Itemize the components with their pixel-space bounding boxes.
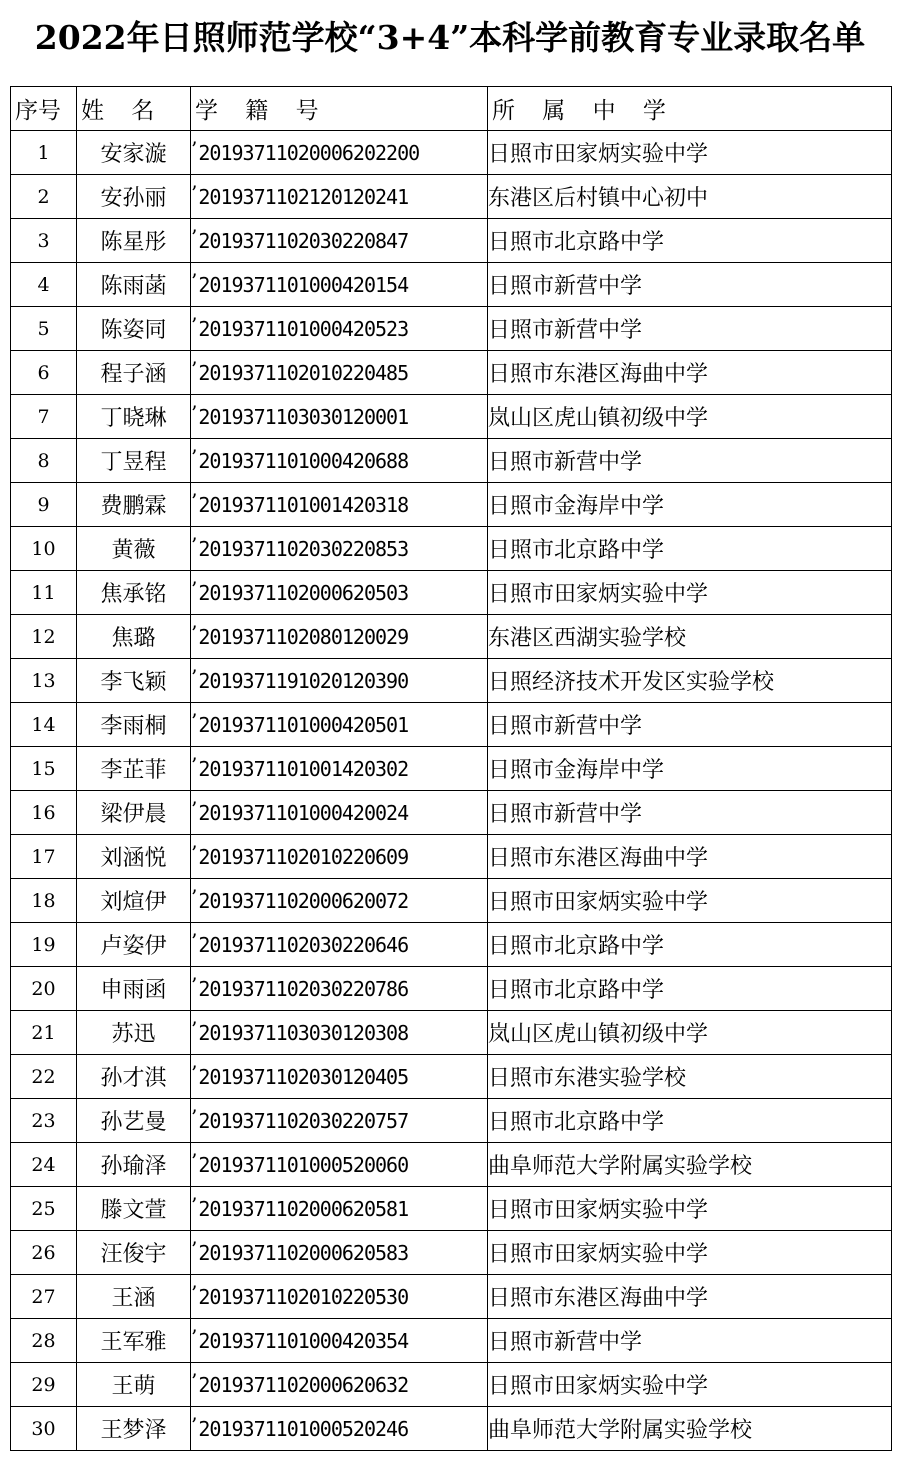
serial-number-cell: 19 [11,923,77,967]
header-school: 所 属 中 学 [488,87,892,131]
student-id-value: 2019371103030120308 [198,1020,409,1045]
text-prefix-apostrophe: ’ [191,1016,197,1041]
text-prefix-apostrophe: ’ [191,576,197,601]
student-name-cell: 程子涵 [77,351,191,395]
serial-number-cell: 1 [11,131,77,175]
school-cell: 日照市新营中学 [488,263,892,307]
text-prefix-apostrophe: ’ [191,224,197,249]
school-cell: 日照市新营中学 [488,703,892,747]
serial-number-cell: 21 [11,1011,77,1055]
student-id-cell [191,1055,488,1099]
serial-number-cell: 13 [11,659,77,703]
text-prefix-apostrophe: ’ [191,1280,197,1305]
student-name-cell: 滕文萱 [77,1187,191,1231]
header-serial-number: 序号 [11,87,77,131]
table-row [11,703,892,747]
student-name-cell: 王梦泽 [77,1407,191,1451]
table-header-row [11,87,892,131]
table-row [11,791,892,835]
student-id-cell [191,1407,488,1451]
table-row [11,1363,892,1407]
student-id-cell [191,791,488,835]
student-id-cell [191,263,488,307]
table-row [11,835,892,879]
student-id-value: 2019371102000620632 [198,1372,409,1397]
header-name: 姓 名 [77,87,191,131]
school-cell: 日照市北京路中学 [488,923,892,967]
text-prefix-apostrophe: ’ [191,268,197,293]
table-row [11,131,892,175]
student-id-cell [191,131,488,175]
student-name-cell: 梁伊晨 [77,791,191,835]
school-cell: 日照市田家炳实验中学 [488,571,892,615]
student-name-cell: 刘煊伊 [77,879,191,923]
text-prefix-apostrophe: ’ [191,136,197,161]
student-name-cell: 李飞颖 [77,659,191,703]
student-id-cell [191,351,488,395]
serial-number-cell: 10 [11,527,77,571]
table-row [11,175,892,219]
student-id-value: 2019371102080120029 [198,624,409,649]
school-cell: 日照市田家炳实验中学 [488,1187,892,1231]
student-name-cell: 费鹏霖 [77,483,191,527]
text-prefix-apostrophe: ’ [191,1148,197,1173]
student-id-cell [191,615,488,659]
text-prefix-apostrophe: ’ [191,312,197,337]
student-id-value: 2019371102030220853 [198,536,409,561]
student-id-cell [191,395,488,439]
student-name-cell: 丁昱程 [77,439,191,483]
student-name-cell: 焦璐 [77,615,191,659]
student-id-cell [191,747,488,791]
serial-number-cell: 9 [11,483,77,527]
serial-number-cell: 18 [11,879,77,923]
serial-number-cell: 27 [11,1275,77,1319]
student-name-cell: 卢姿伊 [77,923,191,967]
student-name-cell: 陈雨菡 [77,263,191,307]
student-id-cell [191,1187,488,1231]
table-row [11,1187,892,1231]
student-id-cell [191,307,488,351]
student-name-cell: 汪俊宇 [77,1231,191,1275]
serial-number-cell: 29 [11,1363,77,1407]
serial-number-cell: 17 [11,835,77,879]
table-row [11,395,892,439]
student-id-cell [191,703,488,747]
student-id-cell [191,175,488,219]
student-id-value: 2019371101000420154 [198,272,409,297]
student-id-value: 2019371102010220485 [198,360,409,385]
student-id-value: 2019371102030120405 [198,1064,409,1089]
header-student-id: 学 籍 号 [191,87,488,131]
student-id-value: 2019371102120120241 [198,184,409,209]
school-cell: 日照市北京路中学 [488,219,892,263]
student-name-cell: 陈姿同 [77,307,191,351]
table-row [11,351,892,395]
serial-number-cell: 3 [11,219,77,263]
student-id-cell [191,1011,488,1055]
student-name-cell: 陈星彤 [77,219,191,263]
school-cell: 日照市新营中学 [488,307,892,351]
serial-number-cell: 20 [11,967,77,1011]
table-body [11,131,892,1451]
student-id-cell [191,219,488,263]
table-row [11,483,892,527]
student-name-cell: 安家漩 [77,131,191,175]
table-row [11,1231,892,1275]
school-cell: 日照市金海岸中学 [488,747,892,791]
school-cell: 日照市金海岸中学 [488,483,892,527]
text-prefix-apostrophe: ’ [191,180,197,205]
text-prefix-apostrophe: ’ [191,356,197,381]
serial-number-cell: 23 [11,1099,77,1143]
school-cell: 日照市北京路中学 [488,527,892,571]
student-name-cell: 刘涵悦 [77,835,191,879]
table-row [11,879,892,923]
text-prefix-apostrophe: ’ [191,972,197,997]
text-prefix-apostrophe: ’ [191,1060,197,1085]
serial-number-cell: 2 [11,175,77,219]
school-cell: 日照市北京路中学 [488,967,892,1011]
table-row [11,1143,892,1187]
table-row [11,1011,892,1055]
table-row [11,439,892,483]
student-id-value: 2019371101000420354 [198,1328,409,1353]
text-prefix-apostrophe: ’ [191,840,197,865]
school-cell: 东港区后村镇中心初中 [488,175,892,219]
student-id-value: 2019371102010220609 [198,844,409,869]
student-id-cell [191,1231,488,1275]
student-name-cell: 孙才淇 [77,1055,191,1099]
text-prefix-apostrophe: ’ [191,664,197,689]
student-name-cell: 孙艺曼 [77,1099,191,1143]
table-row [11,219,892,263]
student-id-value: 2019371191020120390 [198,668,409,693]
school-cell: 日照市田家炳实验中学 [488,1231,892,1275]
serial-number-cell: 4 [11,263,77,307]
text-prefix-apostrophe: ’ [191,532,197,557]
serial-number-cell: 30 [11,1407,77,1451]
student-id-value: 2019371102030220646 [198,932,409,957]
student-id-value: 2019371102030220757 [198,1108,409,1133]
student-id-value: 2019371102030220786 [198,976,409,1001]
student-id-cell [191,483,488,527]
serial-number-cell: 7 [11,395,77,439]
text-prefix-apostrophe: ’ [191,1104,197,1129]
student-id-value: 2019371101000420501 [198,712,409,737]
student-id-cell [191,1275,488,1319]
serial-number-cell: 5 [11,307,77,351]
page-title: 2022年日照师范学校“3+4”本科学前教育专业录取名单 [34,18,866,57]
table-row [11,615,892,659]
text-prefix-apostrophe: ’ [191,796,197,821]
text-prefix-apostrophe: ’ [191,1412,197,1437]
student-id-value: 2019371101000520060 [198,1152,409,1177]
school-cell: 日照市新营中学 [488,1319,892,1363]
table-row [11,527,892,571]
table-row [11,263,892,307]
school-cell: 日照市东港区海曲中学 [488,351,892,395]
serial-number-cell: 28 [11,1319,77,1363]
student-id-value: 2019371101000420024 [198,800,409,825]
table-row [11,1055,892,1099]
school-cell: 日照经济技术开发区实验学校 [488,659,892,703]
school-cell: 岚山区虎山镇初级中学 [488,1011,892,1055]
table-row [11,1099,892,1143]
student-id-value: 2019371102000620581 [198,1196,409,1221]
school-cell: 日照市田家炳实验中学 [488,131,892,175]
student-id-value: 2019371102000620503 [198,580,409,605]
student-name-cell: 王萌 [77,1363,191,1407]
student-name-cell: 苏迅 [77,1011,191,1055]
student-name-cell: 王军雅 [77,1319,191,1363]
school-cell: 日照市田家炳实验中学 [488,879,892,923]
student-name-cell: 王涵 [77,1275,191,1319]
table-row [11,1319,892,1363]
table-row [11,1275,892,1319]
serial-number-cell: 12 [11,615,77,659]
student-id-cell [191,967,488,1011]
serial-number-cell: 22 [11,1055,77,1099]
school-cell: 日照市东港区海曲中学 [488,1275,892,1319]
school-cell: 日照市新营中学 [488,439,892,483]
student-id-cell [191,659,488,703]
student-name-cell: 李雨桐 [77,703,191,747]
school-cell: 日照市东港实验学校 [488,1055,892,1099]
table-row [11,307,892,351]
student-name-cell: 丁晓琳 [77,395,191,439]
serial-number-cell: 11 [11,571,77,615]
school-cell: 日照市田家炳实验中学 [488,1363,892,1407]
admission-list-table [10,86,892,1451]
school-cell: 日照市东港区海曲中学 [488,835,892,879]
student-name-cell: 焦承铭 [77,571,191,615]
student-name-cell: 申雨函 [77,967,191,1011]
school-cell: 东港区西湖实验学校 [488,615,892,659]
student-id-value: 2019371102000620072 [198,888,409,913]
school-cell: 曲阜师范大学附属实验学校 [488,1143,892,1187]
table-row [11,747,892,791]
student-id-cell [191,835,488,879]
serial-number-cell: 26 [11,1231,77,1275]
student-id-cell [191,1363,488,1407]
serial-number-cell: 8 [11,439,77,483]
school-cell: 日照市北京路中学 [488,1099,892,1143]
text-prefix-apostrophe: ’ [191,884,197,909]
student-id-value: 2019371102000620583 [198,1240,409,1265]
text-prefix-apostrophe: ’ [191,1192,197,1217]
serial-number-cell: 25 [11,1187,77,1231]
table-row [11,659,892,703]
text-prefix-apostrophe: ’ [191,708,197,733]
student-id-cell [191,1143,488,1187]
student-id-cell [191,571,488,615]
school-cell: 日照市新营中学 [488,791,892,835]
student-id-value: 2019371102030220847 [198,228,409,253]
school-cell: 岚山区虎山镇初级中学 [488,395,892,439]
student-id-value: 2019371101000420688 [198,448,409,473]
text-prefix-apostrophe: ’ [191,752,197,777]
student-id-cell [191,923,488,967]
student-id-value: 2019371102010220530 [198,1284,409,1309]
text-prefix-apostrophe: ’ [191,488,197,513]
student-id-cell [191,439,488,483]
serial-number-cell: 15 [11,747,77,791]
student-id-value: 2019371101000420523 [198,316,409,341]
serial-number-cell: 24 [11,1143,77,1187]
student-name-cell: 孙瑜泽 [77,1143,191,1187]
serial-number-cell: 6 [11,351,77,395]
table-row [11,571,892,615]
text-prefix-apostrophe: ’ [191,1324,197,1349]
student-id-value: 2019371103030120001 [198,404,409,429]
serial-number-cell: 16 [11,791,77,835]
table-row [11,923,892,967]
student-name-cell: 李芷菲 [77,747,191,791]
table-row [11,1407,892,1451]
text-prefix-apostrophe: ’ [191,444,197,469]
school-cell: 曲阜师范大学附属实验学校 [488,1407,892,1451]
student-id-cell [191,879,488,923]
text-prefix-apostrophe: ’ [191,1368,197,1393]
student-id-cell [191,1099,488,1143]
student-id-cell [191,527,488,571]
student-id-value: 20193711020006202200 [198,140,420,165]
student-id-value: 2019371101001420302 [198,756,409,781]
table-row [11,967,892,1011]
serial-number-cell: 14 [11,703,77,747]
text-prefix-apostrophe: ’ [191,620,197,645]
student-name-cell: 黄薇 [77,527,191,571]
text-prefix-apostrophe: ’ [191,928,197,953]
student-name-cell: 安孙丽 [77,175,191,219]
student-id-cell [191,1319,488,1363]
text-prefix-apostrophe: ’ [191,400,197,425]
text-prefix-apostrophe: ’ [191,1236,197,1261]
student-id-value: 2019371101001420318 [198,492,409,517]
student-id-value: 2019371101000520246 [198,1416,409,1441]
